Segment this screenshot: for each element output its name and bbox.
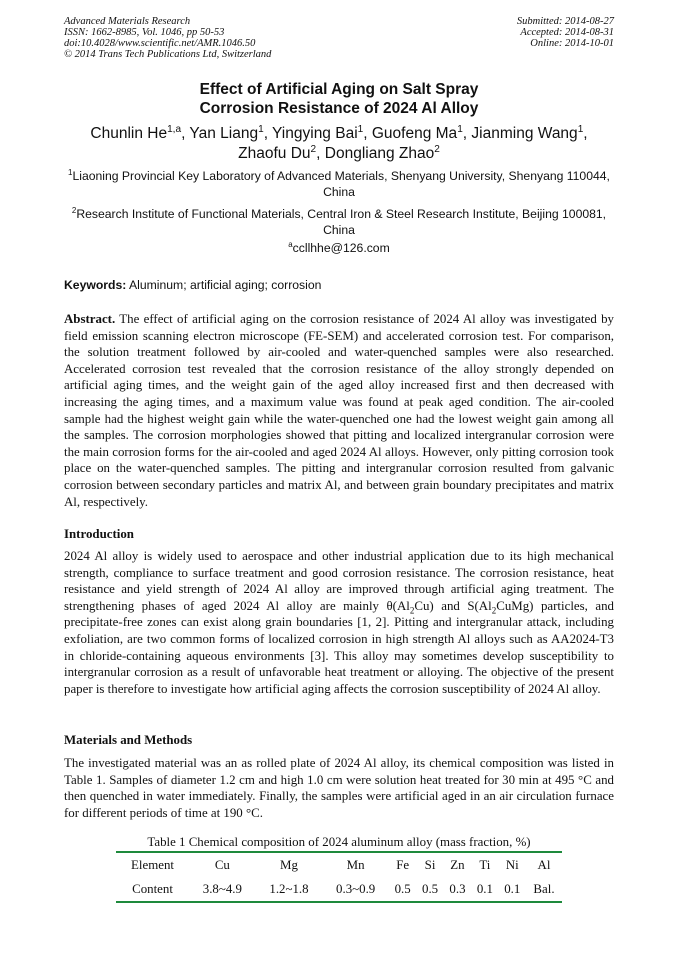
table-header-cell: Si [424, 857, 436, 872]
author-affil-sup: 2 [310, 143, 317, 155]
affiliation-1 [64, 168, 614, 200]
table-cell: 0.5 [394, 881, 411, 896]
author-name: Guofeng Ma [371, 125, 458, 142]
table-header-cell: Al [537, 857, 551, 872]
author-affil-sup: 1 [357, 123, 364, 135]
author-affil-sup: 1 [258, 123, 264, 135]
table-cell: 0.5 [422, 881, 439, 896]
paper-title [0, 80, 678, 118]
introduction-paragraph [64, 548, 614, 697]
abstract-label: Abstract. [64, 312, 116, 326]
table-header-row [116, 852, 562, 877]
affiliation-2 [64, 206, 614, 238]
keywords-text: Aluminum; artificial aging; corrosion [126, 278, 322, 292]
journal-header-left [64, 16, 271, 60]
table-cell: 0.1 [504, 881, 521, 896]
methods-paragraph: The investigated material was an as rolled plate of 2024 Al alloy, its chemical composition was listed in Table 1. Samples of diameter 1.2 cm and high 1.0 cm were solution heat treated for 30 min at 495 °C and then quenched in water immediately. Finally, the samples were artificial aged in an air circulation furnace for different periods of time at 190 °C. [64, 756, 614, 820]
table-cell: Content [132, 881, 173, 896]
author-name: Yingying Bai [272, 125, 358, 142]
table-header-cell: Cu [214, 857, 230, 872]
section-heading-introduction: Introduction [64, 527, 134, 541]
intro-text: Cu) and S(Al [414, 598, 492, 613]
table-header-cell: Ti [479, 857, 491, 872]
composition-table [116, 851, 562, 903]
keywords-label: Keywords: [64, 278, 127, 292]
author-affil-sup: 1 [457, 123, 463, 135]
table-cell: Bal. [533, 881, 555, 896]
affiliation-sup: 2 [71, 205, 77, 215]
title-line-2: Corrosion Resistance of 2024 Al Alloy [199, 100, 479, 117]
doi-line: doi:10.4028/www.scientific.net/AMR.1046.50 [64, 38, 256, 49]
author-name: Chunlin He [90, 125, 168, 142]
subscript: 2 [491, 605, 497, 616]
table-caption: Table 1 Chemical composition of 2024 aluminum alloy (mass fraction, %) [147, 835, 531, 849]
issn-line: ISSN: 1662-8985, Vol. 1046, pp 50-53 [64, 27, 225, 38]
section-heading-methods: Materials and Methods [64, 733, 193, 747]
table-header-cell: Element [131, 857, 174, 872]
table-cell: 3.8~4.9 [202, 881, 242, 896]
affiliation-text: Research Institute of Functional Materials, Central Iron & Steel Research Institute, Beijing 100081, China [76, 207, 607, 237]
author-affil-sup: 1,a [167, 123, 182, 135]
intro-text: 2024 Al alloy is widely used to aerospace and other industrial application due to its high mechanical strength, compliance to surface treatment and good corrosion resistance. The corrosion resistance, heat resistance and yield strength of 2024 Al alloy are improved through artificial aging treatment. The strengthening phases of aged 2024 Al alloy are mainly θ(Al [64, 549, 614, 613]
author-affil-sup: 2 [434, 143, 440, 155]
accepted-date: Accepted: 2014-08-31 [520, 27, 614, 38]
online-date: Online: 2014-10-01 [530, 38, 614, 49]
email-sup: a [288, 239, 293, 249]
journal-name: Advanced Materials Research [64, 16, 191, 27]
author-name: Zhaofu Du [238, 145, 311, 162]
table-header-cell: Ni [505, 857, 519, 872]
author-name: Dongliang Zhao [324, 145, 435, 162]
table-header-cell: Mn [346, 857, 365, 872]
table-cell: 1.2~1.8 [269, 881, 309, 896]
author-name: Jianming Wang [471, 125, 578, 142]
keywords [64, 277, 614, 293]
author-list: Chunlin He$^{1,a}$, Yan Liang$^1$, Yingying Bai$^1$, Guofeng Ma$^1$, Jianming Wang$^1$, Zhaofu Du$^2$, Dongliang Zhao$^2$ [90, 123, 588, 162]
subscript: 2 [409, 605, 415, 616]
intro-text: CuMg) particles, and precipitate-free zones can exist along grain boundaries [1, 2]. Pitting and intergranular attack, including exfoliation, are two common forms of localized corrosion in high strength Al alloys such as AA2024-T3 in chloride-containing aqueous environments [3]. This alloy may sometimes develop susceptibility to intergranular corrosion as a result of unfavorable heat treatment or alloying. The objective of the present paper is therefore to investigate how artificial aging affects the corrosion susceptibility of 2024 Al alloy. [64, 598, 614, 696]
submitted-date: Submitted: 2014-08-27 [516, 16, 614, 27]
journal-header-right [517, 16, 614, 49]
abstract [64, 311, 614, 510]
table-row [116, 877, 562, 902]
table-header-cell: Fe [396, 857, 410, 872]
table-header-cell: Mg [280, 857, 298, 872]
copyright-line: © 2014 Trans Tech Publications Ltd, Switzerland [64, 49, 272, 60]
author-name: Yan Liang [189, 125, 259, 142]
title-line-1: Effect of Artificial Aging on Salt Spray [199, 81, 479, 98]
author-affil-sup: 1 [577, 123, 584, 135]
email-address: ccllhhe@126.com [292, 241, 390, 255]
table-header-cell: Zn [450, 857, 465, 872]
table-cell: 0.3~0.9 [336, 881, 376, 896]
abstract-text: The effect of artificial aging on the corrosion resistance of 2024 Al alloy was investigated by field emission scanning electron microscope (FE-SEM) and accelerated corrosion test. For comparison, the solution treatment followed by air-cooled and water-quenched samples were also researched. Accelerated corrosion test revealed that the corrosion resistance of the alloy strongly depended on artificial aging times, and the weight gain of the aged alloy increased first and then decreased with increasing the aging times, and a maximum value was found at peak aged condition. The air-cooled sample had the highest weight gain while the water-quenched one had the lowest weight gain among all the samples. The corrosion morphologies showed that pitting and localized intergranular corrosion were the main corrosion forms for the air-cooled and aged 2024 Al alloys. However, only pitting corrosion took place on the water-quenched samples. The pitting and intergranular corrosion resulted from galvanic corrosion between secondary particles and matrix Al, and between grain boundary precipitates and matrix Al, respectively. [64, 312, 614, 509]
affiliation-text: Liaoning Provincial Key Laboratory of Advanced Materials, Shenyang University, Shenyang 110044, China [72, 169, 610, 199]
corresponding-email [64, 240, 614, 256]
table-cell: 0.1 [476, 881, 493, 896]
affiliation-sup: 1 [68, 167, 73, 177]
table-cell: 0.3 [449, 881, 466, 896]
